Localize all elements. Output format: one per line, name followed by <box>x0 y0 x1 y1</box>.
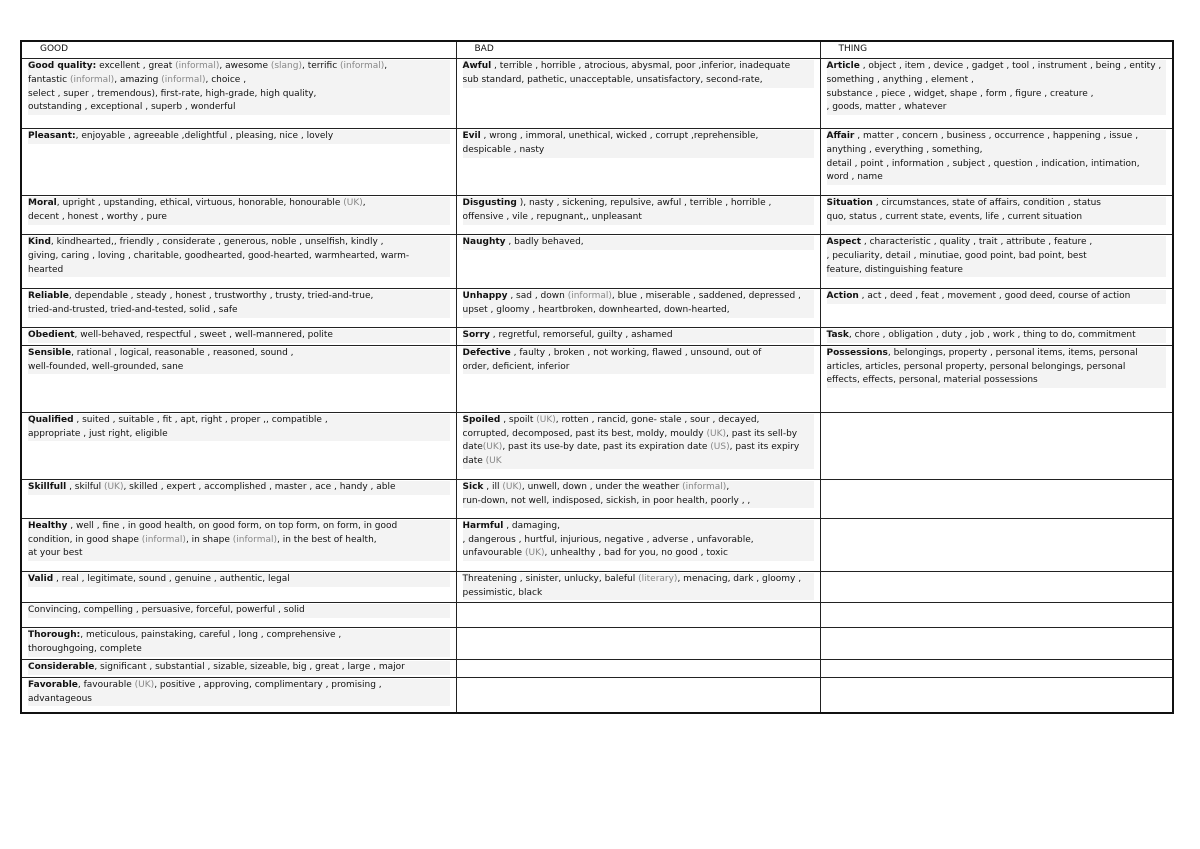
register-label: (UK <box>485 456 502 467</box>
cell-good <box>21 677 456 713</box>
synonym-text: , skilful <box>66 481 104 492</box>
synonym-text: , unwell, down , under the weather <box>521 481 683 492</box>
synonym-text: , <box>384 61 388 71</box>
cell-bad <box>456 628 820 660</box>
synonym-text: , belongings, property , personal items, items, personal <box>887 347 1138 358</box>
cell-thing <box>820 603 1173 628</box>
cell-bad <box>456 603 820 628</box>
synonym-text: , spoilt <box>500 414 537 425</box>
cell-good <box>21 479 456 518</box>
cell-bad <box>456 328 820 346</box>
cell-line <box>28 60 450 74</box>
cell-line <box>827 101 1167 115</box>
cell-line <box>463 347 814 361</box>
register-label: (US) <box>710 442 730 453</box>
cell-line <box>28 250 450 264</box>
register-label: (UK) <box>524 548 545 559</box>
table-row <box>21 345 1173 412</box>
cell-line <box>28 211 450 225</box>
synonym-text: , meticulous, painstaking, careful , long , comprehensive , <box>80 630 342 641</box>
head-word: Valid <box>28 573 54 584</box>
table-row <box>21 328 1173 346</box>
cell-line <box>28 643 450 657</box>
synonym-text: substance , piece , widget, shape , form , figure , creature , <box>826 88 1094 99</box>
synonym-text: , <box>726 481 730 492</box>
synonym-text: effects, effects, personal, material possessions <box>826 375 1038 386</box>
synonym-text: , rational , logical, reasonable , reasoned, sound , <box>71 347 294 358</box>
cell-good <box>21 628 456 660</box>
register-label: (literary) <box>638 573 678 584</box>
register-label: (UK) <box>103 481 124 492</box>
synonym-text: , well-behaved, respectful , sweet , well-mannered, polite <box>74 330 333 340</box>
synonym-text: appropriate , just right, eligible <box>28 428 168 439</box>
synonym-text: unfavourable <box>462 548 525 559</box>
cell-line <box>463 534 814 548</box>
cell-line <box>28 236 450 250</box>
synonym-text: date <box>462 442 483 453</box>
cell-bad <box>456 479 820 518</box>
cell-line <box>28 101 450 115</box>
cell-line <box>827 347 1167 361</box>
cell-line <box>28 547 450 561</box>
synonym-text: , well , fine , in good health, on good form, on top form, on form, in good <box>67 520 398 531</box>
cell-good <box>21 289 456 328</box>
register-label: (UK) <box>134 679 155 690</box>
cell-good <box>21 518 456 571</box>
synonym-text: , menacing, dark , gloomy , <box>677 573 802 584</box>
register-label: (informal) <box>682 481 727 492</box>
cell-line <box>463 60 814 74</box>
cell-line <box>827 74 1167 88</box>
head-word: Harmful <box>462 520 504 531</box>
cell-line <box>28 693 450 707</box>
synonym-text: , positive , approving, complimentary , promising , <box>154 679 382 690</box>
head-word: Aspect <box>826 237 862 247</box>
head-word: Sensible <box>28 347 72 358</box>
cell-good <box>21 603 456 628</box>
cell-line <box>827 158 1167 172</box>
synonym-text: , choice , <box>205 74 247 85</box>
head-word: Disgusting <box>462 198 517 208</box>
register-label: (informal) <box>69 74 115 85</box>
table-row <box>21 603 1173 628</box>
cell-bad <box>456 235 820 289</box>
table-row <box>21 571 1173 603</box>
synonym-text: , past its use-by date, past its expiration date <box>502 442 711 453</box>
cell-line <box>827 88 1167 102</box>
synonym-text: articles, articles, personal property, personal belongings, personal <box>826 361 1126 372</box>
register-label: (informal) <box>175 61 220 71</box>
cell-line <box>28 534 450 548</box>
synonym-text: well-founded, well-grounded, sane <box>28 361 184 372</box>
cell-line <box>827 171 1167 185</box>
synonym-text: , blue , miserable , saddened, depressed , <box>611 291 801 301</box>
synonym-text: word , name <box>826 172 883 183</box>
head-word: Qualified <box>28 414 74 425</box>
head-word: Situation <box>826 198 873 208</box>
cell-line <box>463 573 814 587</box>
cell-line <box>463 304 814 318</box>
synonym-text: Threatening , sinister, unlucky, baleful <box>462 573 639 584</box>
head-word: Healthy <box>28 520 68 531</box>
synonym-text: giving, caring , loving , charitable, goodhearted, good-hearted, warmhearted, warm- <box>28 250 410 261</box>
cell-bad <box>456 59 820 129</box>
synonym-text: , dangerous , hurtful, injurious, negative , adverse , unfavorable, <box>462 534 754 545</box>
cell-thing <box>820 289 1173 328</box>
synonym-text: , significant , substantial , sizable, sizeable, big , great , large , major <box>94 661 405 672</box>
table-row <box>21 129 1173 196</box>
cell-line <box>463 547 814 561</box>
head-word: Evil <box>462 131 481 141</box>
synonym-text: advantageous <box>28 693 92 704</box>
cell-line <box>463 130 814 144</box>
synonym-text: , sad , down <box>507 291 568 301</box>
cell-line <box>28 679 450 693</box>
synonym-text: offensive , vile , repugnant,, unpleasant <box>462 211 642 222</box>
synonym-text: , unhealthy , bad for you, no good , toxic <box>544 548 728 559</box>
cell-line <box>827 374 1167 388</box>
synonym-text: sub standard, pathetic, unacceptable, unsatisfactory, second-rate, <box>462 74 763 85</box>
synonym-text: , past its expiry <box>729 442 800 453</box>
cell-line <box>827 329 1167 343</box>
synonym-text: , faulty , broken , not working, flawed , unsound, out of <box>510 347 762 358</box>
cell-line <box>28 520 450 534</box>
synonym-text: , terrible , horrible , atrocious, abysmal, poor ,inferior, inadequate <box>491 61 791 71</box>
header-row <box>21 41 1173 59</box>
cell-line <box>28 661 450 675</box>
head-word: Possessions <box>826 347 888 358</box>
register-label: (UK) <box>706 428 726 439</box>
cell-good <box>21 412 456 479</box>
cell-line <box>463 587 814 601</box>
cell-good <box>21 328 456 346</box>
cell-thing <box>820 345 1173 412</box>
synonyms-table <box>20 40 1174 714</box>
head-word: Favorable <box>28 679 78 690</box>
cell-thing <box>820 659 1173 677</box>
synonym-text: Convincing, compelling , persuasive, forceful, powerful , solid <box>28 605 305 616</box>
cell-line <box>28 347 450 361</box>
cell-bad <box>456 518 820 571</box>
cell-line <box>28 197 450 211</box>
synonym-text: fantastic <box>28 74 70 85</box>
synonym-text: , awesome <box>219 61 271 71</box>
cell-good <box>21 235 456 289</box>
cell-good <box>21 571 456 603</box>
cell-bad <box>456 659 820 677</box>
register-label: (UK) <box>343 198 363 208</box>
cell-line <box>463 520 814 534</box>
register-label: (UK) <box>482 442 503 453</box>
cell-good <box>21 59 456 129</box>
cell-line <box>28 361 450 375</box>
synonym-text: outstanding , exceptional , superb , wonderful <box>28 102 236 113</box>
cell-bad <box>456 571 820 603</box>
cell-line <box>827 60 1167 74</box>
register-label: (slang) <box>270 61 302 71</box>
synonym-text: , matter , concern , business , occurrence , happening , issue , <box>854 131 1139 141</box>
synonym-text: , real , legitimate, sound , genuine , authentic, legal <box>53 573 290 584</box>
synonym-text: , wrong , immoral, unethical, wicked , corrupt ,reprehensible, <box>480 131 759 141</box>
synonym-text: , circumstances, state of affairs, condition , status <box>872 198 1102 208</box>
column-header-thing: THING <box>820 41 1173 59</box>
head-word: Considerable <box>28 661 95 672</box>
cell-thing <box>820 328 1173 346</box>
cell-line <box>28 428 450 442</box>
head-word: Naughty <box>462 237 506 247</box>
register-label: (informal) <box>567 291 612 301</box>
head-word: Pleasant: <box>28 131 76 141</box>
cell-line <box>463 290 814 304</box>
synonym-text: , skilled , expert , accomplished , master , ace , handy , able <box>123 481 396 492</box>
cell-line <box>28 74 450 88</box>
cell-thing <box>820 479 1173 518</box>
synonym-text: date <box>462 456 486 467</box>
cell-line <box>463 197 814 211</box>
head-word: Action <box>826 291 859 301</box>
synonym-text: hearted <box>28 264 64 275</box>
head-word: Affair <box>826 131 855 141</box>
cell-line <box>827 130 1167 144</box>
cell-thing <box>820 129 1173 196</box>
register-label: (informal) <box>340 61 385 71</box>
head-word: Spoiled <box>462 414 501 425</box>
cell-good <box>21 345 456 412</box>
cell-line <box>463 144 814 158</box>
synonym-text: run-down, not well, indisposed, sickish, in poor health, poorly , , <box>462 495 751 506</box>
table-row <box>21 235 1173 289</box>
synonym-text: , upright , upstanding, ethical, virtuous, honorable, honourable <box>56 198 344 208</box>
synonym-text: despicable , nasty <box>462 144 545 155</box>
table-row <box>21 628 1173 660</box>
synonym-text: upset , gloomy , heartbroken, downhearted, down-hearted, <box>462 304 730 315</box>
cell-good <box>21 659 456 677</box>
register-label: (informal) <box>232 534 277 545</box>
cell-good <box>21 129 456 196</box>
head-word: Moral <box>28 198 57 208</box>
head-word: Sorry <box>462 330 490 340</box>
table-row <box>21 677 1173 713</box>
synonym-text: , rotten , rancid, gone- stale , sour , decayed, <box>555 414 760 425</box>
cell-bad <box>456 345 820 412</box>
cell-line <box>463 236 814 250</box>
cell-line <box>463 329 814 343</box>
table-row <box>21 289 1173 328</box>
synonym-text: , ill <box>483 481 503 492</box>
synonym-text: , damaging, <box>503 520 560 531</box>
register-label: (informal) <box>141 534 186 545</box>
synonym-text: , object , item , device , gadget , tool , instrument , being , entity , <box>859 61 1162 71</box>
synonym-text: select , super , tremendous), first-rate, high-grade, high quality, <box>28 88 317 99</box>
synonym-text: , badly behaved, <box>505 237 584 247</box>
cell-line <box>827 211 1167 225</box>
register-label: (UK) <box>536 414 556 425</box>
cell-line <box>28 414 450 428</box>
cell-thing <box>820 196 1173 235</box>
cell-line <box>28 130 450 144</box>
synonym-text: , goods, matter , whatever <box>826 102 947 113</box>
synonym-text: tried-and-trusted, tried-and-tested, solid , safe <box>28 304 238 315</box>
synonym-text: feature, distinguishing feature <box>826 264 963 275</box>
cell-line <box>28 481 450 495</box>
table-row <box>21 59 1173 129</box>
cell-line <box>28 573 450 587</box>
cell-bad <box>456 129 820 196</box>
cell-line <box>827 361 1167 375</box>
cell-line <box>463 495 814 509</box>
head-word: Obedient <box>28 330 75 340</box>
cell-line <box>827 250 1167 264</box>
cell-line <box>28 264 450 278</box>
cell-line <box>827 264 1167 278</box>
synonym-text: , terrific <box>302 61 341 71</box>
synonym-text: , regretful, remorseful, guilty , ashamed <box>489 330 673 340</box>
cell-line <box>28 329 450 343</box>
cell-line <box>463 441 814 455</box>
synonym-text: , past its sell-by <box>725 428 798 439</box>
cell-line <box>28 88 450 102</box>
table-row <box>21 479 1173 518</box>
cell-line <box>28 304 450 318</box>
synonym-text: , enjoyable , agreeable ,delightful , pleasing, nice , lovely <box>75 131 334 141</box>
head-word: Kind <box>28 237 51 247</box>
cell-thing <box>820 59 1173 129</box>
cell-thing <box>820 628 1173 660</box>
cell-line <box>827 144 1167 158</box>
column-header-good: GOOD <box>21 41 456 59</box>
table-row <box>21 518 1173 571</box>
synonym-text: decent , honest , worthy , pure <box>28 211 167 222</box>
cell-thing <box>820 518 1173 571</box>
synonym-text: ), nasty , sickening, repulsive, awful , terrible , horrible , <box>516 198 772 208</box>
cell-bad <box>456 289 820 328</box>
table-row <box>21 412 1173 479</box>
synonym-text: something , anything , element , <box>826 74 974 85</box>
cell-thing <box>820 677 1173 713</box>
synonym-text: detail , point , information , subject , question , indication, intimation, <box>826 158 1140 169</box>
synonym-text: , chore , obligation , duty , job , work , thing to do, commitment <box>848 330 1136 340</box>
synonym-text: , peculiarity, detail , minutiae, good point, bad point, best <box>826 250 1087 261</box>
cell-line <box>827 236 1167 250</box>
cell-line <box>463 361 814 375</box>
synonym-text: condition, in good shape <box>28 534 142 545</box>
synonym-text: , characteristic , quality , trait , attribute , feature , <box>861 237 1093 247</box>
synonym-text: , in the best of health, <box>277 534 377 545</box>
register-label: (UK) <box>502 481 522 492</box>
cell-line <box>463 414 814 428</box>
cell-line <box>463 481 814 495</box>
cell-line <box>827 290 1167 304</box>
head-word: Thorough: <box>28 630 81 641</box>
cell-bad <box>456 677 820 713</box>
cell-line <box>28 604 450 618</box>
cell-line <box>28 290 450 304</box>
table-row <box>21 196 1173 235</box>
synonym-text: , suited , suitable , fit , apt, right , proper ,, compatible , <box>73 414 328 425</box>
synonym-text: , in shape <box>185 534 233 545</box>
synonym-text: thoroughgoing, complete <box>28 644 142 655</box>
synonym-text: at your best <box>28 548 83 559</box>
synonym-text: pessimistic, black <box>462 587 543 598</box>
cell-line <box>463 428 814 442</box>
head-word: Sick <box>462 481 484 492</box>
cell-line <box>28 629 450 643</box>
synonym-text: , amazing <box>114 74 162 85</box>
cell-bad <box>456 196 820 235</box>
synonym-text: order, deficient, inferior <box>462 361 570 372</box>
synonym-text: , <box>362 198 366 208</box>
head-word: Defective <box>462 347 511 358</box>
cell-line <box>463 74 814 88</box>
table-row <box>21 659 1173 677</box>
synonym-text: , favourable <box>77 679 135 690</box>
head-word: Article <box>826 61 860 71</box>
column-header-bad: BAD <box>456 41 820 59</box>
head-word: Awful <box>462 61 492 71</box>
synonym-text: corrupted, decomposed, past its best, moldy, mouldy <box>462 428 707 439</box>
head-word: Reliable <box>28 291 69 301</box>
synonym-text: excellent , great <box>96 61 176 71</box>
cell-bad <box>456 412 820 479</box>
head-word: Unhappy <box>462 291 508 301</box>
head-word: Good quality: <box>28 61 97 71</box>
cell-good <box>21 196 456 235</box>
synonym-text: , act , deed , feat , movement , good deed, course of action <box>858 291 1131 301</box>
cell-line <box>463 211 814 225</box>
cell-thing <box>820 412 1173 479</box>
synonym-text: anything , everything , something, <box>826 144 983 155</box>
synonym-text: , dependable , steady , honest , trustworthy , trusty, tried-and-true, <box>68 291 374 301</box>
cell-line <box>463 455 814 469</box>
cell-line <box>827 197 1167 211</box>
cell-thing <box>820 571 1173 603</box>
cell-thing <box>820 235 1173 289</box>
head-word: Skillfull <box>28 481 67 492</box>
synonym-text: quo, status , current state, events, life , current situation <box>826 211 1083 222</box>
head-word: Task <box>826 330 849 340</box>
synonym-text: , kindhearted,, friendly , considerate , generous, noble , unselfish, kindly , <box>50 237 384 247</box>
register-label: (informal) <box>161 74 206 85</box>
